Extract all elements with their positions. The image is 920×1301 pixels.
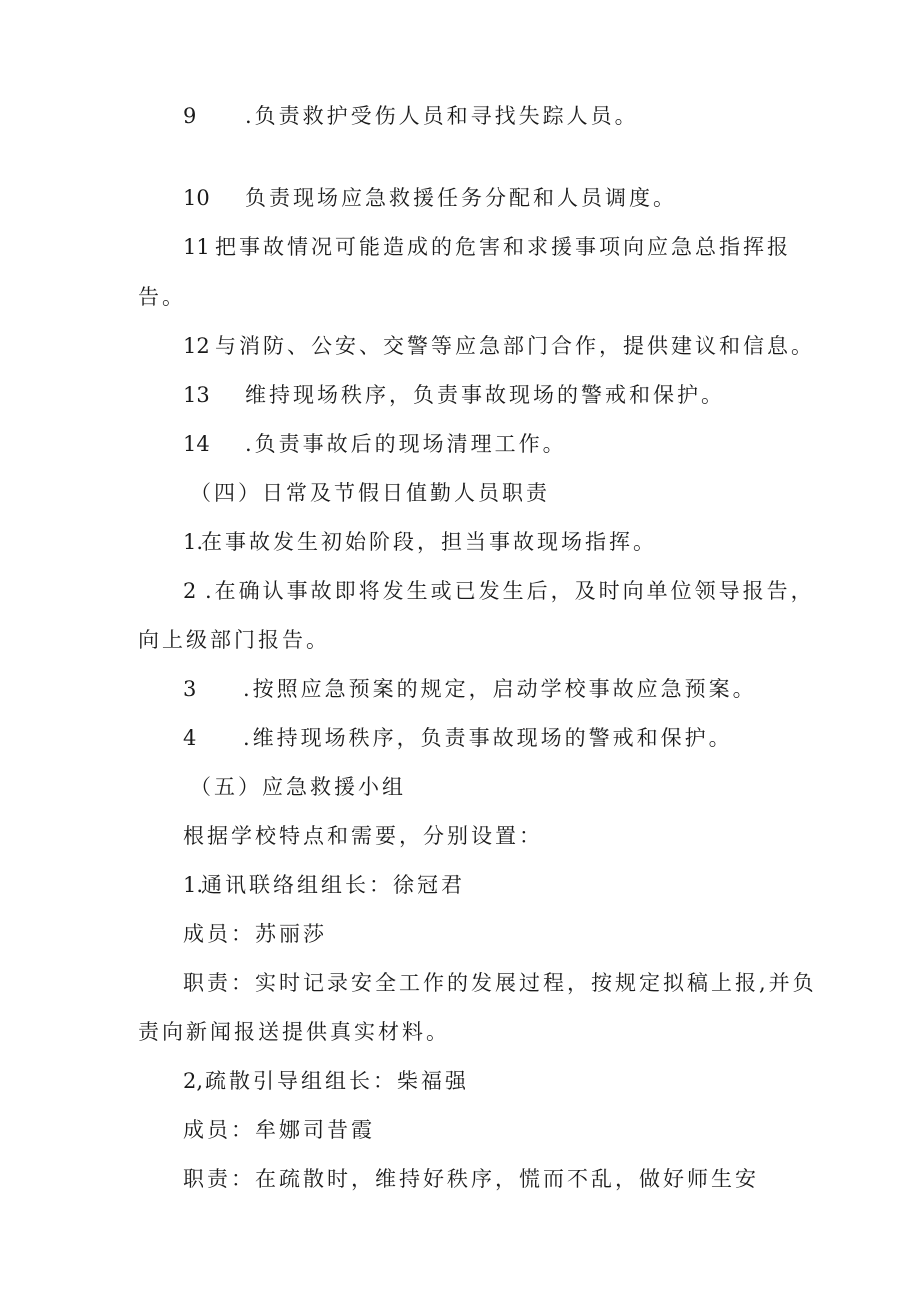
item-number: 2 [183, 579, 197, 603]
item-number: 11 [183, 235, 210, 259]
item-number: 1. [183, 530, 204, 554]
duty-item-1 [183, 528, 657, 556]
duty-item-2-continued [138, 626, 330, 654]
list-item-11-continued [138, 283, 186, 311]
item-text: 把事故情况可能造成的危害和求援事项向应急总指挥报 [215, 235, 791, 259]
item-number: 3 [183, 677, 197, 701]
group-1-duties [183, 969, 817, 997]
item-text: 负责现场应急救援任务分配和人员调度。 [245, 186, 677, 210]
item-number: 9 [183, 104, 197, 128]
group-1-leader [183, 871, 465, 899]
item-text: .负责事故后的现场清理工作。 [245, 432, 567, 456]
item-number: 12 [183, 334, 210, 358]
section-heading-4 [190, 479, 550, 507]
duty-item-3 [183, 675, 757, 703]
group-1-duties-continued [138, 1018, 450, 1046]
item-text: 维持现场秩序，负责事故现场的警戒和保护。 [245, 383, 725, 407]
item-text: 与消防、公安、交警等应急部门合作，提供建议和信息。 [215, 334, 815, 358]
section-heading-5 [190, 773, 406, 801]
list-item-14 [183, 430, 567, 458]
paragraph-text: 根据学校特点和需要，分别设置： [183, 824, 543, 848]
list-item-10 [183, 184, 677, 212]
list-item-9 [183, 102, 639, 130]
item-text: 职责：在疏散时，维持好秩序，慌而不乱，做好师生安 [183, 1167, 759, 1191]
group-2-members [183, 1116, 375, 1144]
item-number: 2, [183, 1069, 204, 1093]
group-1-members [183, 920, 327, 948]
item-text: 向上级部门报告。 [138, 628, 330, 652]
item-text: 职责：实时记录安全工作的发展过程，按规定拟稿上报,并负 [183, 971, 817, 995]
item-text: 告。 [138, 285, 186, 309]
heading-text: （四）日常及节假日值勤人员职责 [190, 481, 550, 505]
item-text: 成员：苏丽莎 [183, 922, 327, 946]
duty-item-4 [183, 724, 733, 752]
item-text: 成员：牟娜司昔霞 [183, 1118, 375, 1142]
group-2-duties [183, 1165, 759, 1193]
item-number: 13 [183, 383, 210, 407]
item-text: .按照应急预案的规定，启动学校事故应急预案。 [243, 677, 757, 701]
item-text: 责向新闻报送提供真实材料。 [138, 1020, 450, 1044]
item-text: 通讯联络组组长：徐冠君 [201, 873, 465, 897]
heading-text: （五）应急救援小组 [190, 775, 406, 799]
item-number: 14 [183, 432, 210, 456]
item-number: 10 [183, 186, 210, 210]
list-item-11 [183, 233, 791, 261]
item-number: 1. [183, 873, 204, 897]
paragraph-intro [183, 822, 543, 850]
duty-item-2 [183, 577, 815, 605]
list-item-12 [183, 332, 815, 360]
item-text: .维持现场秩序，负责事故现场的警戒和保护。 [243, 726, 733, 750]
item-text: .在确认事故即将发生或已发生后，及时向单位领导报告， [205, 579, 815, 603]
item-text: .负责救护受伤人员和寻找失踪人员。 [245, 104, 639, 128]
item-number: 4 [183, 726, 197, 750]
list-item-13 [183, 381, 725, 409]
item-text: 疏散引导组组长：柴福强 [205, 1069, 469, 1093]
group-2-leader [183, 1067, 469, 1095]
item-text: 在事故发生初始阶段，担当事故现场指挥。 [201, 530, 657, 554]
